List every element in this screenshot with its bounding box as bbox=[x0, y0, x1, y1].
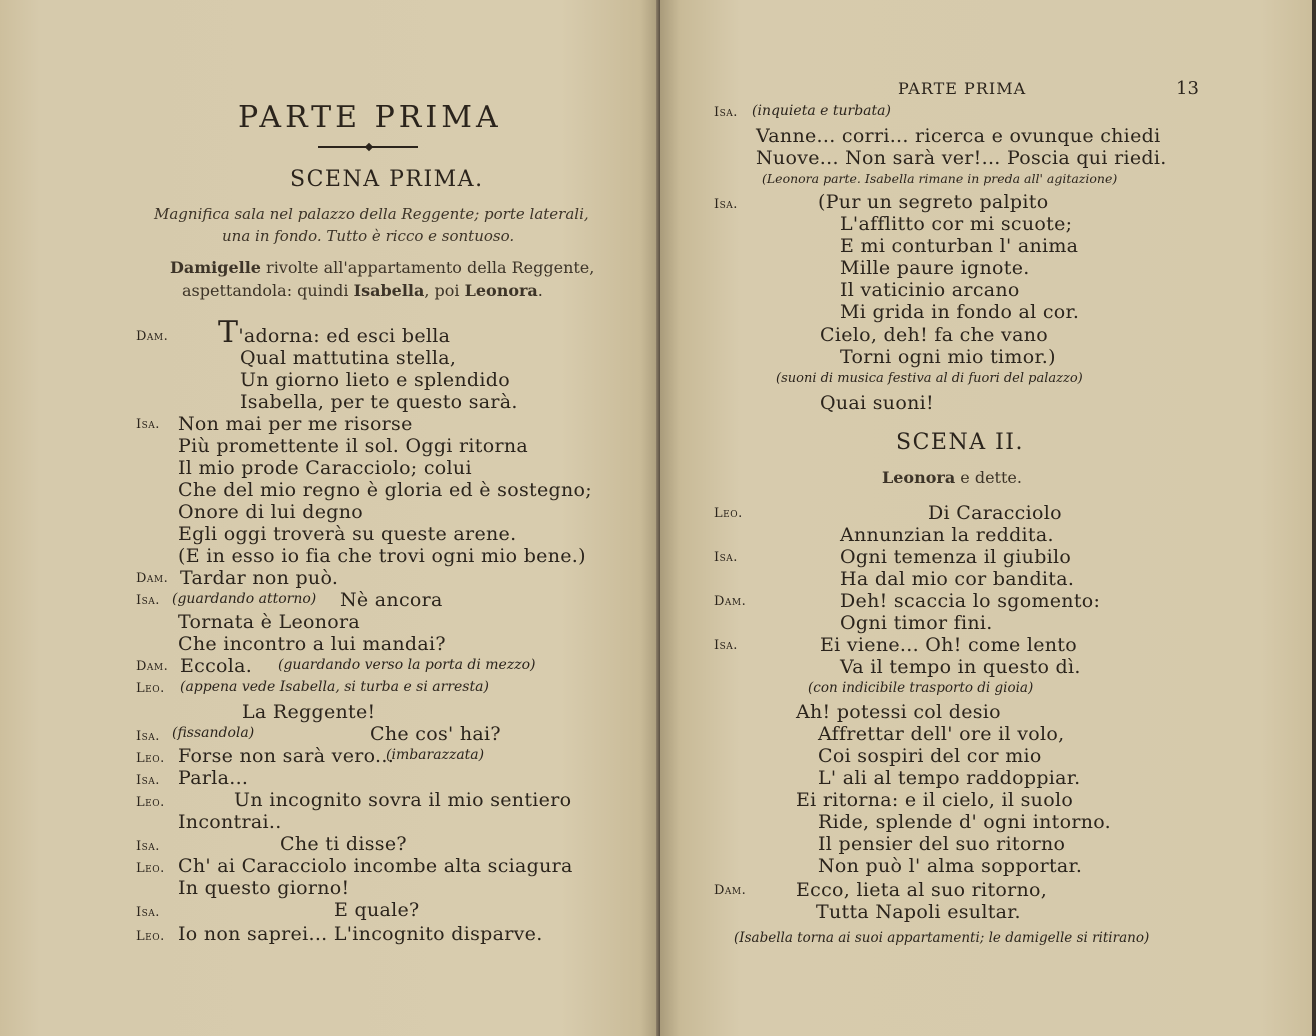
speaker-label: Isa. bbox=[136, 905, 160, 920]
verse-line: Ah! potessi col desio bbox=[796, 701, 1001, 723]
verse-line: Un giorno lieto e splendido bbox=[240, 369, 510, 391]
character-name: Isabella bbox=[353, 281, 425, 300]
speaker-label: Dam. bbox=[714, 594, 747, 609]
setting-line-2: una in fondo. Tutto è ricco e sontuoso. bbox=[222, 227, 515, 245]
verse-line: Egli oggi troverà su queste arene. bbox=[178, 523, 517, 545]
verse-line: Ecco, lieta al suo ritorno, bbox=[796, 879, 1048, 901]
scene-title: SCENA II. bbox=[896, 430, 1024, 455]
stage-direction: (fissandola) bbox=[172, 725, 255, 741]
verse-line: E mi conturban l' anima bbox=[840, 235, 1079, 257]
verse-line: Io non saprei... L'incognito disparve. bbox=[178, 923, 543, 945]
verse-line: In questo giorno! bbox=[178, 877, 350, 899]
verse-line: Onore di lui degno bbox=[178, 501, 363, 523]
verse-line: (E in esso io fia che trovi ogni mio bene.) bbox=[178, 545, 586, 567]
verse-line: Più promettente il sol. Oggi ritorna bbox=[178, 435, 528, 457]
characters-text: rivolte all'appartamento della Reggente, bbox=[260, 258, 595, 277]
setting-line-1: Magnifica sala nel palazzo della Reggente; porte laterali, bbox=[154, 205, 589, 223]
verse-line: Ride, splende d' ogni intorno. bbox=[818, 811, 1112, 833]
stage-direction: (imbarazzata) bbox=[386, 747, 485, 763]
verse-line: (Pur un segreto palpito bbox=[818, 191, 1049, 213]
speaker-label: Isa. bbox=[136, 417, 160, 432]
verse-line: Non può l' alma sopportar. bbox=[818, 855, 1083, 877]
verse-line: Il mio prode Caracciolo; colui bbox=[178, 457, 472, 479]
character-name: Damigelle bbox=[170, 258, 261, 277]
verse-line: Non mai per me risorse bbox=[178, 413, 413, 435]
verse-line: Ha dal mio cor bandita. bbox=[840, 568, 1075, 590]
verse-line: Va il tempo in questo dì. bbox=[840, 656, 1081, 678]
characters-text: e dette. bbox=[955, 468, 1022, 487]
speaker-label: Isa. bbox=[136, 839, 160, 854]
book-edge-right bbox=[1312, 0, 1316, 1036]
verse-line: E quale? bbox=[334, 899, 420, 921]
verse-line: Mi grida in fondo al cor. bbox=[840, 301, 1080, 323]
verse-line: Tornata è Leonora bbox=[178, 611, 361, 633]
character-name: Leonora bbox=[882, 468, 956, 487]
stage-direction: (guardando verso la porta di mezzo) bbox=[278, 657, 536, 673]
characters-text: , poi bbox=[424, 281, 465, 300]
verse-line: Torni ogni mio timor.) bbox=[840, 346, 1056, 368]
speaker-label: Dam. bbox=[136, 571, 169, 586]
verse-line: Isabella, per te questo sarà. bbox=[240, 391, 518, 413]
speaker-label: Isa. bbox=[714, 638, 738, 653]
verse-line: Parla... bbox=[178, 767, 249, 789]
verse-line: Ogni temenza il giubilo bbox=[840, 546, 1072, 568]
speaker-label: Dam. bbox=[136, 329, 169, 344]
verse-line: L'afflitto cor mi scuote; bbox=[840, 213, 1073, 235]
stage-direction: (suoni di musica festiva al di fuori del palazzo) bbox=[776, 371, 1083, 386]
verse-line: Che del mio regno è gloria ed è sostegno; bbox=[178, 479, 592, 501]
right-page bbox=[660, 0, 1316, 1036]
verse-line: Annunzian la reddita. bbox=[840, 524, 1054, 546]
verse-line: Un incognito sovra il mio sentiero bbox=[234, 789, 572, 811]
verse-line: Nuove... Non sarà ver!... Poscia qui riedi. bbox=[756, 147, 1167, 169]
verse-line: Affrettar dell' ore il volo, bbox=[818, 723, 1065, 745]
verse-line: Il vaticinio arcano bbox=[840, 279, 1020, 301]
speaker-label: Isa. bbox=[714, 197, 738, 212]
verse-line: Quai suoni! bbox=[820, 392, 934, 414]
stage-direction: (con indicibile trasporto di gioia) bbox=[808, 680, 1034, 696]
speaker-label: Isa. bbox=[136, 773, 160, 788]
speaker-label: Dam. bbox=[136, 659, 169, 674]
characters-text: aspettandola: quindi bbox=[182, 281, 354, 300]
verse-line: La Reggente! bbox=[242, 701, 376, 723]
verse-line: L' ali al tempo raddoppiar. bbox=[818, 767, 1081, 789]
verse-line: Forse non sarà vero... bbox=[178, 745, 395, 767]
page-title: PARTE PRIMA bbox=[238, 100, 502, 135]
verse-line: Cielo, deh! fa che vano bbox=[820, 324, 1048, 346]
speaker-label: Leo. bbox=[136, 751, 165, 766]
speaker-label: Isa. bbox=[136, 729, 160, 744]
verse-line: Che ti disse? bbox=[280, 833, 407, 855]
character-name: Leonora bbox=[464, 281, 538, 300]
speaker-label: Leo. bbox=[136, 929, 165, 944]
verse-line: Ogni timor fini. bbox=[840, 612, 993, 634]
verse-line: Ei viene... Oh! come lento bbox=[820, 634, 1077, 656]
verse-line: Mille paure ignote. bbox=[840, 257, 1030, 279]
speaker-label: Isa. bbox=[714, 105, 738, 120]
verse-line: Ei ritorna: e il cielo, il suolo bbox=[796, 789, 1074, 811]
stage-direction: (inquieta e turbata) bbox=[752, 103, 891, 119]
stage-direction: (appena vede Isabella, si turba e si arresta) bbox=[180, 679, 489, 695]
scene-title: SCENA PRIMA. bbox=[290, 167, 484, 192]
verse-line: Ch' ai Caracciolo incombe alta sciagura bbox=[178, 855, 573, 877]
verse-line: Di Caracciolo bbox=[928, 502, 1062, 524]
verse-line: Coi sospiri del cor mio bbox=[818, 745, 1042, 767]
verse-line: Vanne... corri... ricerca e ovunque chiedi bbox=[756, 125, 1161, 147]
speaker-label: Dam. bbox=[714, 883, 747, 898]
characters-line-1 bbox=[170, 258, 594, 277]
speaker-label: Leo. bbox=[714, 506, 743, 521]
speaker-label: Leo. bbox=[136, 861, 165, 876]
verse-line: Deh! scaccia lo sgomento: bbox=[840, 590, 1101, 612]
speaker-label: Isa. bbox=[714, 550, 738, 565]
rule-ornament-icon bbox=[365, 143, 373, 151]
stage-direction: (Isabella torna ai suoi appartamenti; le damigelle si ritirano) bbox=[734, 930, 1150, 946]
characters-text: . bbox=[537, 281, 543, 300]
characters-line-2 bbox=[182, 281, 543, 300]
verse-line: T'adorna: ed esci bella bbox=[218, 315, 451, 350]
verse-line: Il pensier del suo ritorno bbox=[818, 833, 1066, 855]
verse-line: Qual mattutina stella, bbox=[240, 347, 457, 369]
verse-text: 'adorna: ed esci bella bbox=[238, 325, 451, 347]
speaker-label: Leo. bbox=[136, 795, 165, 810]
speaker-label: Leo. bbox=[136, 681, 165, 696]
stage-direction: (Leonora parte. Isabella rimane in preda all' agitazione) bbox=[762, 171, 1118, 186]
verse-line: Che incontro a lui mandai? bbox=[178, 633, 446, 655]
characters-line bbox=[882, 468, 1022, 487]
verse-line: Nè ancora bbox=[340, 589, 443, 611]
page-number: 13 bbox=[1176, 78, 1199, 99]
verse-line: Incontrai.. bbox=[178, 811, 282, 833]
stage-direction: (guardando attorno) bbox=[172, 591, 317, 607]
verse-line: Tardar non può. bbox=[180, 567, 339, 589]
verse-line: Che cos' hai? bbox=[370, 723, 501, 745]
verse-line: Tutta Napoli esultar. bbox=[816, 901, 1021, 923]
running-header: PARTE PRIMA bbox=[898, 79, 1027, 98]
speaker-label: Isa. bbox=[136, 593, 160, 608]
verse-line: Eccola. bbox=[180, 655, 253, 677]
